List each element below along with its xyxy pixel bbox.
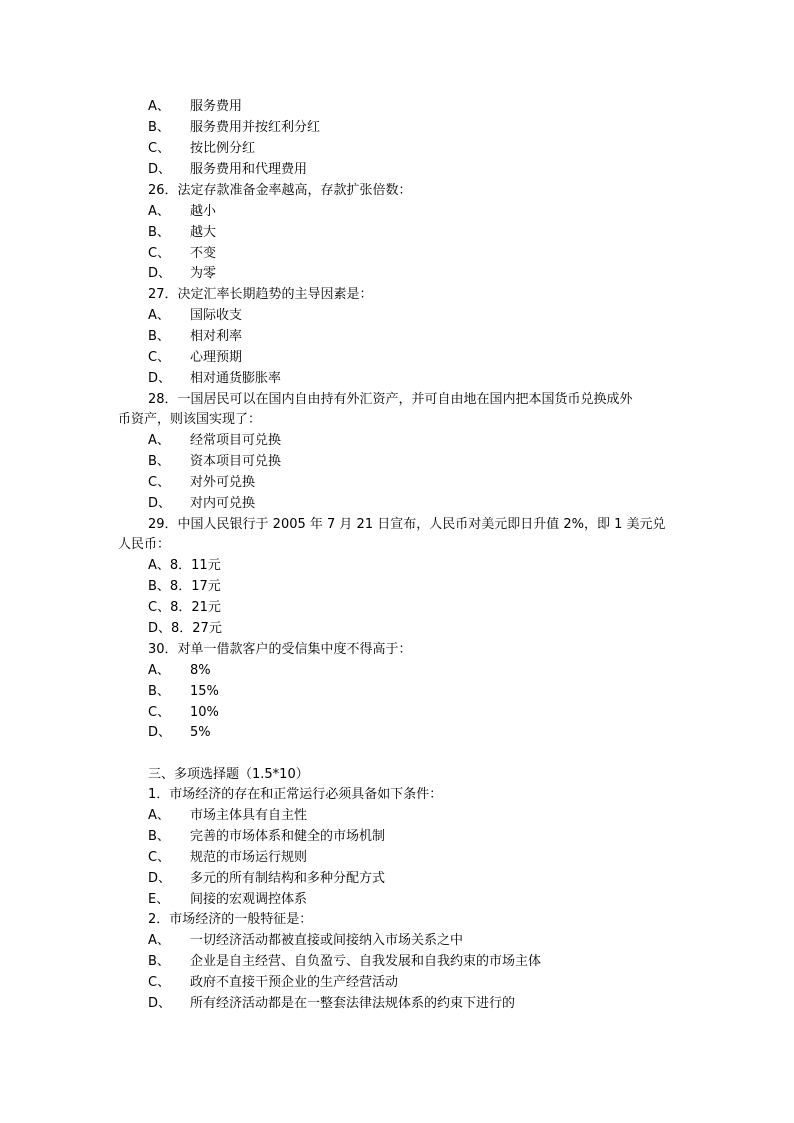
- option-line: B、8．17元: [148, 579, 221, 594]
- question-text: 29．中国人民银行于 2005 年 7 月 21 日宣布，人民币对美元即日升值 2%，即 1 美元兑: [148, 517, 666, 532]
- option-row: [0, 473, 794, 493]
- option-letter: D、: [148, 496, 172, 511]
- option-text: 15%: [190, 684, 219, 699]
- option-text: 国际收支: [190, 308, 243, 323]
- option-row: [0, 264, 794, 284]
- option-letter: C、: [148, 975, 171, 990]
- option-row: [0, 827, 794, 847]
- option-text: 市场主体具有自主性: [190, 808, 308, 823]
- option-letter: D、: [148, 996, 172, 1011]
- option-text: 政府不直接干预企业的生产经营活动: [190, 975, 399, 990]
- option-row: [0, 348, 794, 368]
- option-text: 相对通货膨胀率: [190, 371, 282, 386]
- option-row: [0, 994, 794, 1014]
- option-text: 10%: [190, 705, 219, 720]
- option-text: 多元的所有制结构和多种分配方式: [190, 871, 386, 886]
- option-text: 资本项目可兑换: [190, 454, 282, 469]
- question-text: 30．对单一借款客户的受信集中度不得高于：: [148, 642, 412, 657]
- option-text: 为零: [190, 266, 217, 281]
- question-text: 1．市场经济的存在和正常运行必须具备如下条件：: [148, 787, 443, 802]
- option-letter: A、: [148, 99, 170, 114]
- option-letter: D、: [148, 725, 172, 740]
- option-line: D、8．27元: [148, 621, 222, 636]
- option-text: 所有经济活动都是在一整套法律法规体系的约束下进行的: [190, 996, 516, 1011]
- option-letter: A、: [148, 433, 170, 448]
- option-text: 对外可兑换: [190, 475, 256, 490]
- question-continuation: 币资产，则该国实现了：: [118, 412, 262, 427]
- question-text: 27．决定汇率长期趋势的主导因素是：: [148, 287, 373, 302]
- option-text: 按比例分红: [190, 141, 256, 156]
- option-text: 服务费用: [190, 99, 243, 114]
- option-line: C、8．21元: [148, 600, 221, 615]
- question-text: 26．法定存款准备金率越高，存款扩张倍数：: [148, 183, 412, 198]
- option-text: 心理预期: [190, 350, 243, 365]
- option-row: [0, 661, 794, 681]
- option-row: [0, 703, 794, 723]
- option-row: [0, 952, 794, 972]
- option-row: [0, 890, 794, 910]
- option-row: [0, 806, 794, 826]
- option-letter: A、: [148, 204, 170, 219]
- option-text: 不变: [190, 246, 217, 261]
- option-letter: C、: [148, 475, 171, 490]
- option-row: [0, 973, 794, 993]
- option-row: [0, 848, 794, 868]
- option-letter: A、: [148, 663, 170, 678]
- option-letter: B、: [148, 329, 170, 344]
- option-letter: C、: [148, 850, 171, 865]
- option-text: 一切经济活动都被直接或间接纳入市场关系之中: [190, 933, 464, 948]
- option-row: [0, 244, 794, 264]
- option-text: 企业是自主经营、自负盈亏、自我发展和自我约束的市场主体: [190, 954, 542, 969]
- option-text: 5%: [190, 725, 211, 740]
- option-row: [0, 931, 794, 951]
- option-letter: B、: [148, 829, 170, 844]
- option-row: [0, 202, 794, 222]
- option-row: [0, 327, 794, 347]
- option-letter: A、: [148, 933, 170, 948]
- option-text: 对内可兑换: [190, 496, 256, 511]
- option-letter: A、: [148, 808, 170, 823]
- option-row: [0, 494, 794, 514]
- option-letter: A、: [148, 308, 170, 323]
- option-row: [0, 369, 794, 389]
- question-text: 28．一国居民可以在国内自由持有外汇资产，并可自由地在国内把本国货币兑换成外: [148, 392, 633, 407]
- option-row: [0, 139, 794, 159]
- option-text: 越大: [190, 225, 217, 240]
- option-letter: C、: [148, 246, 171, 261]
- option-row: [0, 97, 794, 117]
- section-heading: 三、多项选择题（1.5*10）: [148, 767, 309, 782]
- question-text: 2．市场经济的一般特征是：: [148, 912, 313, 927]
- option-row: [0, 160, 794, 180]
- option-row: [0, 223, 794, 243]
- option-letter: B、: [148, 225, 170, 240]
- option-letter: B、: [148, 954, 170, 969]
- option-row: [0, 682, 794, 702]
- option-letter: B、: [148, 120, 170, 135]
- option-letter: D、: [148, 162, 172, 177]
- option-letter: C、: [148, 141, 171, 156]
- option-letter: C、: [148, 350, 171, 365]
- option-line: A、8．11元: [148, 558, 221, 573]
- option-letter: D、: [148, 871, 172, 886]
- option-letter: B、: [148, 684, 170, 699]
- option-text: 服务费用和代理费用: [190, 162, 308, 177]
- option-row: [0, 869, 794, 889]
- option-text: 经常项目可兑换: [190, 433, 282, 448]
- option-letter: B、: [148, 454, 170, 469]
- option-text: 间接的宏观调控体系: [190, 892, 308, 907]
- option-letter: E、: [148, 892, 170, 907]
- option-text: 相对利率: [190, 329, 243, 344]
- option-row: [0, 118, 794, 138]
- option-text: 服务费用并按红利分红: [190, 120, 321, 135]
- question-continuation: 人民币：: [118, 537, 171, 552]
- option-text: 规范的市场运行规则: [190, 850, 308, 865]
- option-text: 越小: [190, 204, 217, 219]
- option-text: 8%: [190, 663, 211, 678]
- option-letter: D、: [148, 371, 172, 386]
- option-letter: D、: [148, 266, 172, 281]
- option-row: [0, 723, 794, 743]
- option-text: 完善的市场体系和健全的市场机制: [190, 829, 386, 844]
- option-row: [0, 306, 794, 326]
- option-row: [0, 431, 794, 451]
- option-letter: C、: [148, 705, 171, 720]
- option-row: [0, 452, 794, 472]
